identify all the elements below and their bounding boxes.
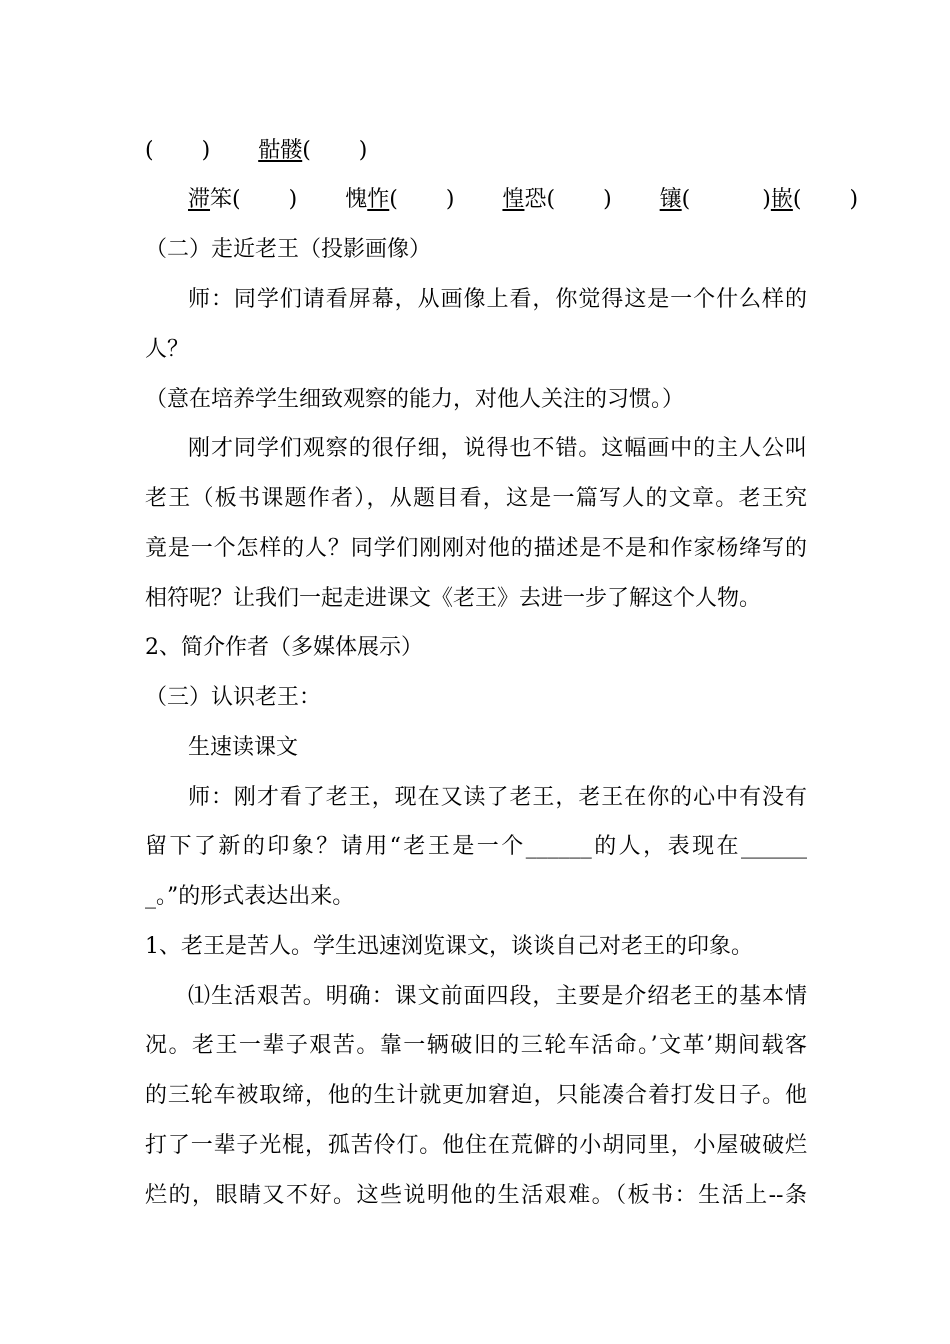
section-heading-2: （二）走近老王（投影画像）: [145, 237, 432, 262]
paren-open: (: [145, 138, 154, 163]
paragraph-line: 况。老王一辈子艰苦。靠一辆破旧的三轮车活命。’文革’期间载客: [145, 1033, 807, 1058]
paragraph-line: 刚才同学们观察的很仔细，说得也不错。这幅画中的主人公叫: [188, 436, 807, 461]
pinyin-line-2: [188, 185, 858, 215]
vocab-char-ben: 笨: [210, 187, 233, 212]
section-item-1: 1、老王是苦人。学生迅速浏览课文，谈谈自己对老王的印象。: [145, 934, 753, 959]
paren-open: (: [546, 187, 556, 212]
vocab-char-qian: 嵌: [770, 187, 793, 212]
paren-open: (: [302, 138, 311, 163]
paren-open: (: [681, 187, 691, 212]
pinyin-line-1: [145, 136, 367, 166]
vocab-word-kulou: 骷髅: [258, 138, 303, 163]
section-heading-3: （三）认识老王：: [145, 685, 322, 710]
paren-close: ): [201, 138, 211, 163]
vocab-char-zuo: 怍: [367, 187, 390, 212]
paren-open: (: [232, 187, 241, 212]
paragraph-line: _。”的形式表达出来。: [145, 884, 355, 909]
paragraph-line: 师：刚才看了老王，现在又读了老王，老王在你的心中有没有: [188, 785, 807, 810]
paren-close: ): [849, 187, 859, 212]
paragraph-line: 打了一辈子光棍，孤苦伶仃。他住在荒僻的小胡同里，小屋破破烂: [145, 1133, 807, 1158]
paragraph-line: 生速读课文: [188, 735, 299, 760]
section-item-2: 2、简介作者（多媒体展示）: [145, 635, 423, 660]
paren-close: ): [762, 187, 771, 212]
teaching-note: （意在培养学生细致观察的能力，对他人关注的习惯。）: [145, 387, 685, 412]
paragraph-line: 人？: [145, 337, 190, 362]
paragraph-line: 相符呢？让我们一起走进课文《老王》去进一步了解这个人物。: [145, 586, 762, 611]
vocab-char-kui: 愧: [345, 187, 368, 212]
paragraph-line: 烂的，眼睛又不好。这些说明他的生活艰难。（板书：生活上--条: [145, 1183, 807, 1208]
paren-close: ): [358, 138, 368, 163]
paragraph-line: 老王（板书课题作者），从题目看，这是一篇写人的文章。老王究: [145, 486, 807, 511]
vocab-char-xiang: 镶: [659, 187, 682, 212]
paren-close: ): [288, 187, 298, 212]
vocab-char-kong: 恐: [524, 187, 547, 212]
paren-open: (: [389, 187, 398, 212]
paragraph-line: 师：同学们请看屏幕，从画像上看，你觉得这是一个什么样的: [188, 287, 807, 312]
paragraph-line: ⑴生活艰苦。明确：课文前面四段，主要是介绍老王的基本情: [188, 984, 807, 1009]
paragraph-line: 竟是一个怎样的人？同学们刚刚对他的描述是不是和作家杨绛写的: [145, 536, 807, 561]
paragraph-line: 留下了新的印象？请用“老王是一个______的人，表现在______: [145, 834, 807, 859]
paren-open: (: [792, 187, 802, 212]
paragraph-line: 的三轮车被取缔，他的生计就更加窘迫，只能凑合着打发日子。他: [145, 1083, 807, 1108]
paren-close: ): [603, 187, 612, 212]
paren-close: ): [445, 187, 455, 212]
vocab-char-zhi: 滞: [188, 187, 211, 212]
vocab-char-huang: 惶: [502, 187, 525, 212]
